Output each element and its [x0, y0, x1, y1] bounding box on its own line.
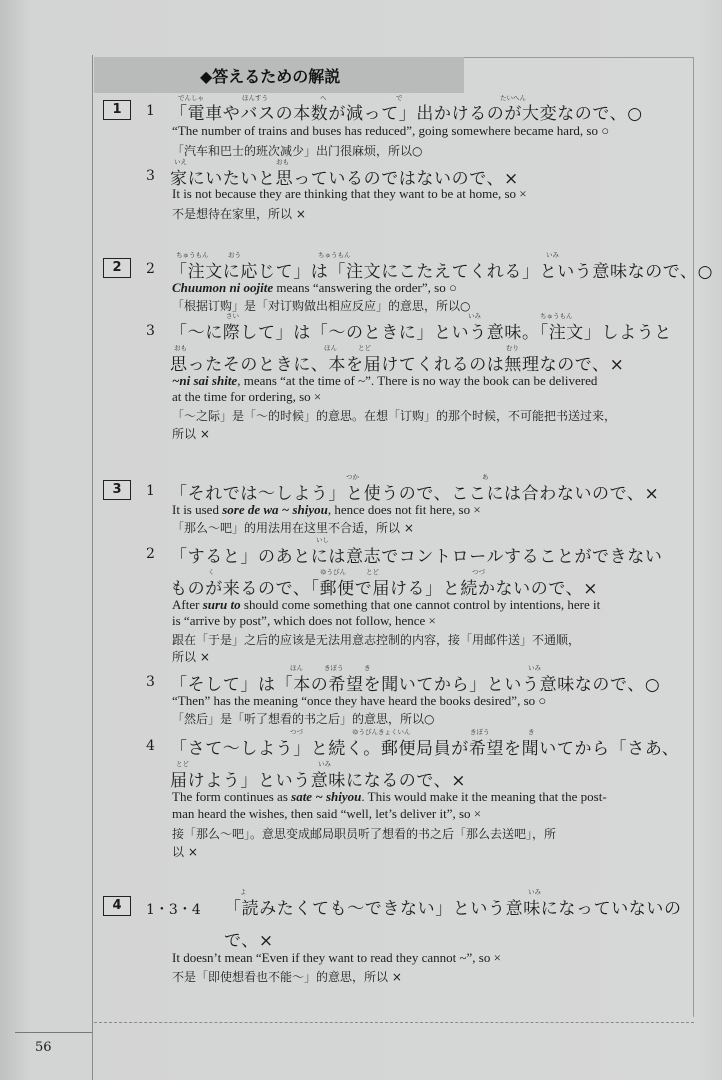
answer-explanation-en-line2: man heard the wishes, then said “well, let’s deliver it”, so × [172, 806, 482, 821]
furigana: たいへん [500, 94, 526, 102]
answer-explanation-en: It is not because they are thinking that they want to be at home, so × [172, 186, 527, 201]
right-rule [693, 57, 694, 1017]
answer-explanation-jp: 家にいたいと思っているのではないので、× [170, 169, 519, 189]
furigana: ちゅうもん [540, 312, 573, 320]
margin-rule [92, 55, 93, 1080]
answer-explanation-en [172, 502, 481, 518]
furigana: いし [316, 536, 329, 544]
furigana: とど [358, 344, 371, 352]
explanation-text: It is used [172, 502, 223, 517]
answer-explanation-en-line1 [172, 373, 597, 389]
explanation-text: . This would make it the meaning that the post- [361, 789, 607, 804]
explanation-text: After [172, 597, 203, 612]
question-box-3: 3 [103, 480, 131, 500]
answer-explanation-zh-line2: 所以 × [172, 427, 210, 441]
explanation-text: means “answering the order”, so ○ [273, 280, 457, 295]
furigana: いえ [174, 158, 187, 166]
answer-explanation-jp: 「電車やバスの本数が減って」出かけるのが大変なので、○ [170, 104, 643, 124]
answer-explanation-jp-line1: 「さて～しよう」と続く。郵便局員が希望を聞いてから「さあ、 [170, 739, 680, 759]
furigana: さい [226, 312, 239, 320]
explanation-text: should come something that one cannot control by intentions, here it [240, 597, 601, 612]
answer-explanation-jp: 「注文に応じて」は「注文にこたえてくれる」という意味なので、○ [170, 262, 714, 282]
answer-explanation-zh-line1: 「～之际」是「～的时候」的意思。在想「订购」的那个时候，不可能把书送过来， [172, 409, 617, 423]
furigana: ゆうびんきょくいん [352, 728, 411, 736]
footer-rule [15, 1032, 92, 1033]
furigana: いみ [528, 664, 541, 672]
romaji-term: sore de wa ~ shiyou [222, 502, 328, 517]
furigana: きぼう [470, 728, 490, 736]
answer-number: 2 [146, 261, 155, 277]
furigana: へ [320, 94, 327, 102]
furigana: ちゅうもん [176, 251, 209, 259]
answer-explanation-zh-line2: 所以 × [172, 650, 210, 664]
romaji-term: Chuumon ni oojite [172, 280, 274, 295]
answer-explanation-en-line1 [172, 597, 600, 613]
answer-explanation-jp-line2: で、× [224, 931, 274, 951]
romaji-term: ~ni sai shite [172, 373, 238, 388]
furigana: よ [240, 888, 247, 896]
bottom-dashed-rule [94, 1022, 694, 1023]
furigana: つか [346, 473, 359, 481]
romaji-term: sate ~ shiyou [291, 789, 362, 804]
furigana: き [528, 728, 535, 736]
answer-number: 1 [146, 483, 155, 499]
furigana: とど [176, 760, 189, 768]
answer-number: 4 [146, 738, 155, 754]
furigana: おう [228, 251, 241, 259]
answer-explanation-zh: 「然后」是「听了想看的书之后」的意思，所以○ [172, 712, 435, 726]
furigana: むり [506, 344, 519, 352]
answer-explanation-en: It doesn’t mean “Even if they want to read they cannot ~”, so × [172, 950, 501, 965]
answer-explanation-zh-line2: 以 × [172, 845, 198, 859]
answer-number: 3 [146, 168, 155, 184]
question-box-4: 4 [103, 896, 131, 916]
answer-explanation-zh-line1: 跟在「于是」之后的应该是无法用意志控制的内容，接「用邮件送」不通顺， [172, 633, 581, 647]
answer-explanation-zh: 不是「即使想看也不能～」的意思，所以 × [172, 970, 402, 984]
question-box-2: 2 [103, 258, 131, 278]
answer-explanation-jp-line2: 届けよう」という意味になるので、× [170, 771, 467, 791]
answer-explanation-en-line2: is “arrive by post”, which does not follow, hence × [172, 613, 436, 628]
answer-number: 3 [146, 674, 155, 690]
answer-explanation-zh-line1: 接「那么～吧」。意思变成邮局职员听了想看的书之后「那么去送吧」，所 [172, 827, 557, 841]
furigana: でんしゃ [178, 94, 204, 102]
answer-explanation-jp-line1: 「～に際して」は「～のときに」という意味。「注文」しようと [170, 323, 672, 343]
furigana: いみ [528, 888, 541, 896]
answer-explanation-jp-line2: 思ったそのときに、本を届けてくれるのは無理なので、× [170, 355, 625, 375]
furigana: おも [174, 344, 187, 352]
page-number: 56 [35, 1040, 52, 1055]
answer-explanation-jp-line2: ものが来るので、「郵便で届ける」と続かないので、× [170, 579, 599, 599]
furigana: とど [366, 568, 379, 576]
furigana: きぼう [324, 664, 344, 672]
furigana: き [364, 664, 371, 672]
furigana: ゆうびん [320, 568, 346, 576]
answer-explanation-jp-line1: 「読みたくても～できない」という意味になっていないの [224, 899, 682, 919]
top-rule [464, 57, 694, 58]
explanation-text: , hence does not fit here, so × [327, 502, 481, 517]
answer-explanation-jp: 「そして」は「本の希望を聞いてから」という意味なので、○ [170, 675, 661, 695]
answer-number: 1・3・4 [146, 902, 201, 918]
answer-explanation-zh: 「根据订购」是「对订购做出相应反应」的意思，所以○ [172, 299, 471, 313]
furigana: あ [482, 473, 489, 481]
answer-explanation-zh: 「汽车和巴士的班次减少」出门很麻烦，所以○ [172, 144, 423, 158]
answer-explanation-en-line2: at the time for ordering, so × [172, 389, 322, 404]
explanation-text: , means “at the time of ~”. There is no way the book can be delivered [237, 373, 598, 388]
furigana: ほん [290, 664, 303, 672]
explanation-text: The form continues as [172, 789, 292, 804]
answer-explanation-zh: 「那么～吧」的用法用在这里不合适，所以 × [172, 521, 414, 535]
answer-explanation-en: “The number of trains and buses has reduced”, going somewhere became hard, so ○ [172, 123, 610, 138]
furigana: いみ [318, 760, 331, 768]
answer-explanation-jp: 「それでは～しよう」と使うので、ここには合わないので、× [170, 484, 660, 504]
furigana: いみ [468, 312, 481, 320]
answer-explanation-en [172, 280, 457, 296]
furigana: く [208, 568, 215, 576]
furigana: で [396, 94, 403, 102]
furigana: つづ [472, 568, 485, 576]
answer-explanation-jp-line1: 「すると」のあとには意志でコントロールすることができない [170, 547, 663, 567]
romaji-term: suru to [202, 597, 241, 612]
answer-explanation-zh: 不是想待在家里，所以 × [172, 207, 306, 221]
furigana: ちゅうもん [318, 251, 351, 259]
question-box-1: 1 [103, 100, 131, 120]
answer-number: 1 [146, 103, 155, 119]
section-title: ◆答えるための解説 [200, 67, 341, 86]
answer-explanation-en-line1 [172, 789, 607, 805]
answer-explanation-en: “Then” has the meaning “once they have heard the books desired”, so ○ [172, 693, 547, 708]
furigana: いみ [546, 251, 559, 259]
furigana: ほん [324, 344, 337, 352]
furigana: つづ [290, 728, 303, 736]
furigana: おも [276, 158, 289, 166]
furigana: ほんすう [242, 94, 268, 102]
answer-number: 2 [146, 546, 155, 562]
answer-number: 3 [146, 323, 155, 339]
